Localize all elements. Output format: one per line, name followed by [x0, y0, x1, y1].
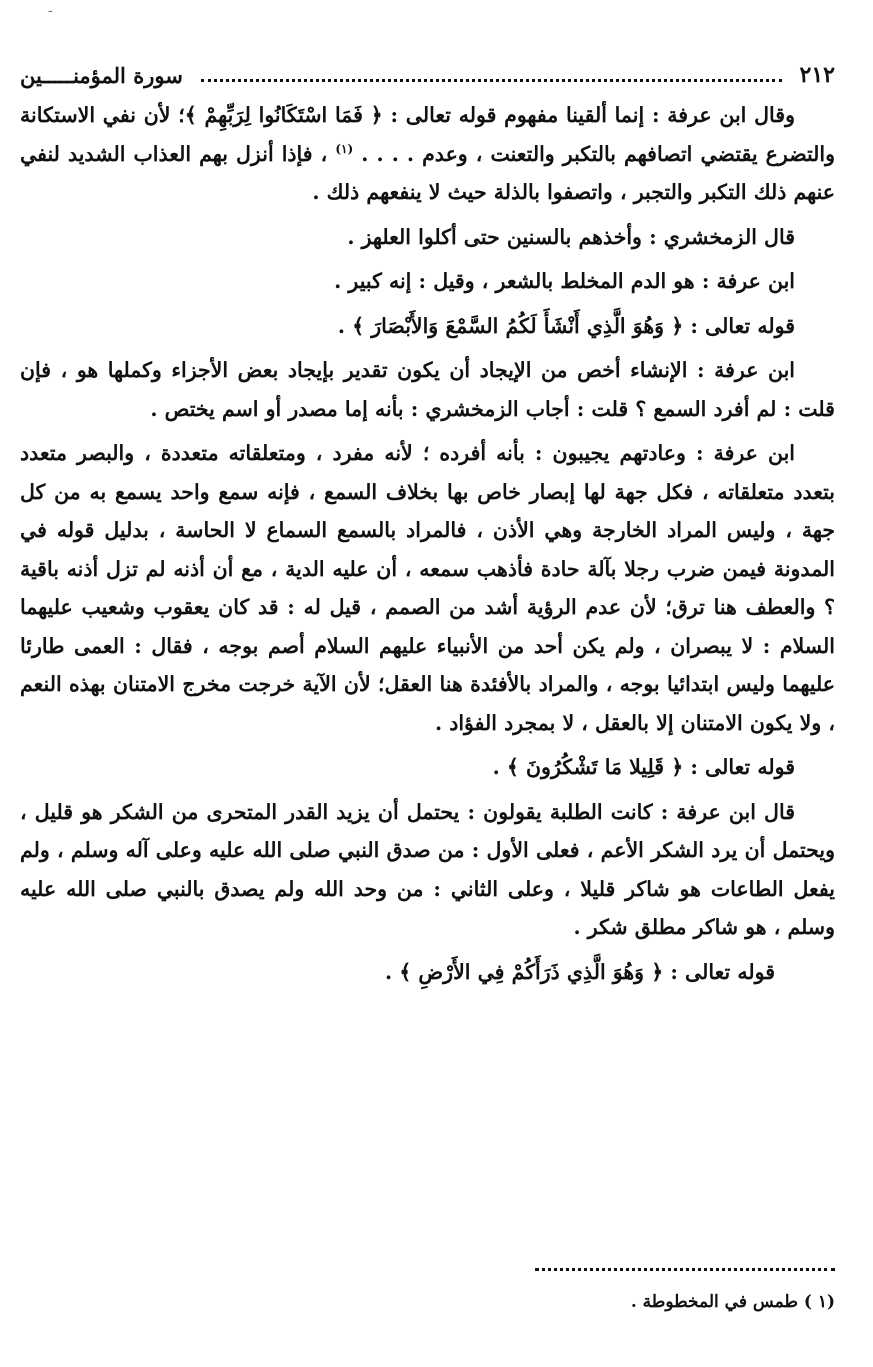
paragraph: ابن عرفة : وعادتهم يجيبون : بأنه أفرده ؛ لأنه مفرد ، ومتعلقاته متعددة ، والبصر متعدد بتعدد متعلقاته ، فكل جهة لها إبصار خاص بها بخلاف السمع ، فإنه سمع واحد يسمع به من كل جهة ، وليس المراد الخارجة وهي الأذن ، فالمراد بالسمع السماع لا الحاسة ، بدليل قوله في المدونة فيمن ضرب رجلا بآلة حادة فأذهب سمعه ، أن عليه الدية ، مع أن أذنه لم تزل أذنه باقية ؟ والعطف هنا ترق؛ لأن عدم الرؤية أشد من الصمم ، قيل له : قد كان يعقوب وشعيب عليهما السلام : لا يبصران ، ولم يكن أحد من الأنبياء عليهم السلام أصم بوجه ، فقال : العمى طارئا عليهما وليس ابتدائيا بوجه ، والمراد بالأفئدة هنا العقل؛ لأن الآية خرجت مخرج الامتنان بهذه النعم ، ولا يكون الامتنان إلا بالعقل ، لا بمجرد الفؤاد .: [20, 441, 835, 735]
running-title: سورة المؤمنـــــين: [20, 62, 183, 88]
verse-heading: قوله تعالى : ﴿ وَهُوَ الَّذِي ذَرَأَكُمْ فِي الأَرْضِ ﴾ .: [384, 959, 775, 984]
corner-mark: -: [48, 3, 53, 19]
paragraph: [20, 96, 835, 212]
page-number: ٢١٢: [799, 62, 835, 88]
paragraph: قال الزمخشري : وأخذهم بالسنين حتى أكلوا العلهز .: [347, 224, 795, 249]
paragraph: ابن عرفة : الإنشاء أخص من الإيجاد أن يكون تقدير بإيجاد بعض الأجزاء وكملها هو ، فإن قلت : لم أفرد السمع ؟ قلت : أجاب الزمخشري : بأنه إما مصدر أو اسم يختص .: [20, 358, 835, 421]
footnote: (١ ) طمس في المخطوطة .: [630, 1292, 835, 1312]
paragraph-text: ، فإذا أنزل بهم العذاب الشديد لنفي عنهم ذلك التكبر والتجبر ، واتصفوا بالذلة حيث لا ينفعهم ذلك .: [20, 141, 835, 204]
footnote-marker[interactable]: (١): [335, 141, 354, 156]
main-text: [20, 96, 835, 997]
verse-heading: قوله تعالى : ﴿ وَهُوَ الَّذِي أَنْشَأَ لَكُمُ السَّمْعَ وَالأَبْصَارَ ﴾ .: [337, 313, 795, 338]
page-header: [20, 58, 835, 92]
verse-heading: قوله تعالى : ﴿ قَلِيلا مَا تَشْكُرُونَ ﴾ .: [492, 755, 795, 779]
paragraph: ابن عرفة : هو الدم المخلط بالشعر ، وقيل : إنه كبير .: [334, 269, 795, 293]
paragraph-text: وقال ابن عرفة : إنما ألقينا مفهوم قوله تعالى : ﴿ فَمَا اسْتَكَانُوا لِرَبِّهِمْ ﴾؛ لأن نفي الاستكانة والتضرع يقتضي اتصافهم بالتكبر والتعنت ، وعدم . . . .: [20, 103, 835, 166]
paragraph: قال ابن عرفة : كانت الطلبة يقولون : يحتمل أن يزيد القدر المتحرى من الشكر هو قليل ، ويحتمل أن يرد الشكر الأعم ، فعلى الأول : من صدق النبي صلى الله عليه وعلى آله وسلم ، ولم يفعل الطاعات هو شاكر قليلا ، وعلى الثاني : من وحد الله ولم يصدق بالنبي صلى الله عليه وسلم ، هو شاكر مطلق شكر .: [20, 799, 835, 939]
footnote-divider: [535, 1268, 835, 1271]
book-page: [20, 0, 835, 1367]
header-dotted-rule: [201, 79, 782, 82]
